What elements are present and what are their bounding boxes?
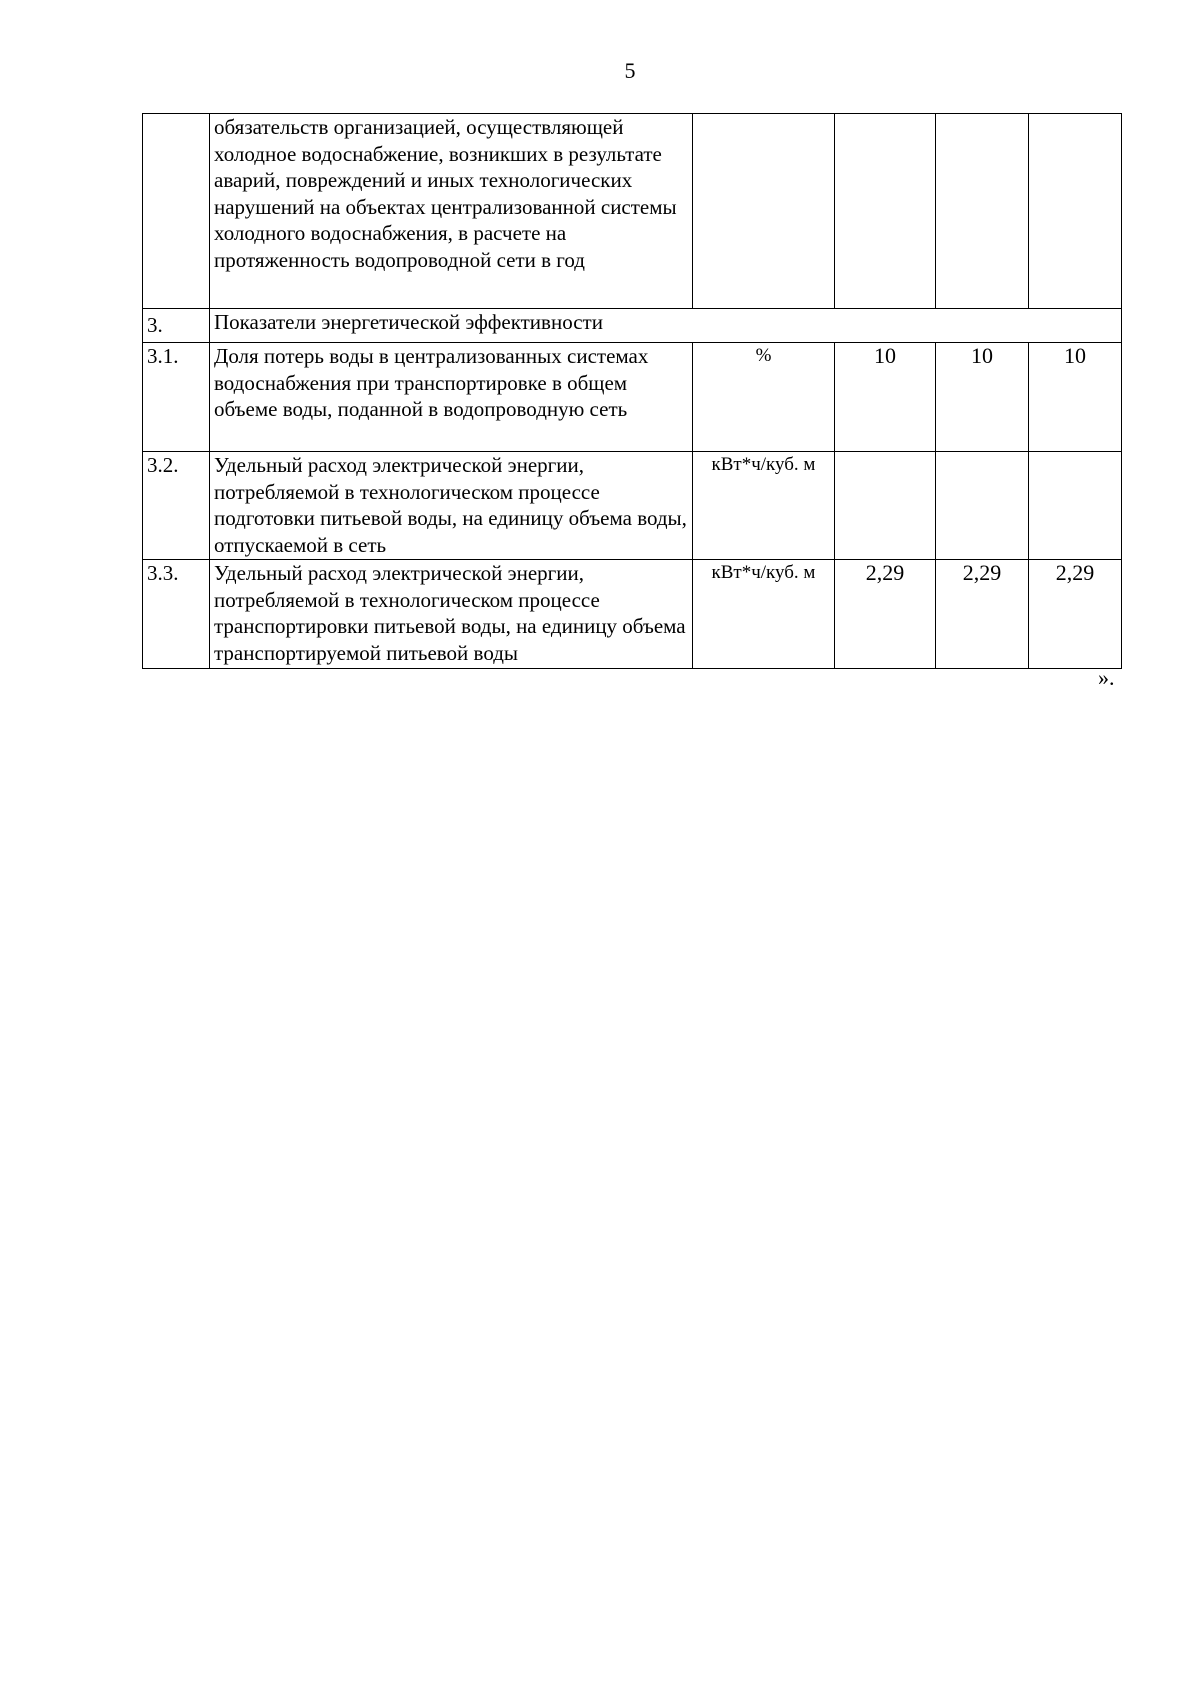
indicators-table bbox=[142, 113, 1122, 669]
row-value-3 bbox=[1029, 114, 1122, 309]
section-number: 3. bbox=[143, 309, 210, 343]
row-number: 3.1. bbox=[143, 343, 210, 452]
row-description: Удельный расход электрической энергии, потребляемой в технологическом процессе транспортировки питьевой воды, на единицу объема транспортируемой питьевой воды bbox=[210, 560, 693, 669]
row-number bbox=[143, 114, 210, 309]
row-unit: кВт*ч/куб. м bbox=[693, 560, 835, 669]
row-value-2: 10 bbox=[936, 343, 1029, 452]
row-number: 3.3. bbox=[143, 560, 210, 669]
row-number: 3.2. bbox=[143, 452, 210, 560]
section-title: Показатели энергетической эффективности bbox=[210, 309, 1122, 343]
row-value-2: 2,29 bbox=[936, 560, 1029, 669]
row-description: обязательств организацией, осуществляющей холодное водоснабжение, возникших в результате аварий, повреждений и иных технологических нарушений на объектах централизованной системы холодного водоснабжения, в расчете на протяженность водопроводной сети в год bbox=[210, 114, 693, 309]
row-value-1 bbox=[835, 452, 936, 560]
row-unit: % bbox=[693, 343, 835, 452]
row-value-1: 2,29 bbox=[835, 560, 936, 669]
row-value-1: 10 bbox=[835, 343, 936, 452]
table-row bbox=[143, 343, 1122, 452]
row-unit bbox=[693, 114, 835, 309]
row-value-1 bbox=[835, 114, 936, 309]
row-value-3: 10 bbox=[1029, 343, 1122, 452]
table-row-section-3 bbox=[143, 309, 1122, 343]
table-row bbox=[143, 560, 1122, 669]
row-unit: кВт*ч/куб. м bbox=[693, 452, 835, 560]
row-description: Удельный расход электрической энергии, потребляемой в технологическом процессе подготовки питьевой воды, на единицу объема воды, отпускаемой в сеть bbox=[210, 452, 693, 560]
closing-quote-mark: ». bbox=[1098, 665, 1115, 690]
row-description: Доля потерь воды в централизованных системах водоснабжения при транспортировке в общем объеме воды, поданной в водопроводную сеть bbox=[210, 343, 693, 452]
row-value-3: 2,29 bbox=[1029, 560, 1122, 669]
table-row bbox=[143, 452, 1122, 560]
row-value-2 bbox=[936, 452, 1029, 560]
table-row-continuation bbox=[143, 114, 1122, 309]
row-value-3 bbox=[1029, 452, 1122, 560]
page-number: 5 bbox=[624, 58, 636, 83]
row-value-2 bbox=[936, 114, 1029, 309]
